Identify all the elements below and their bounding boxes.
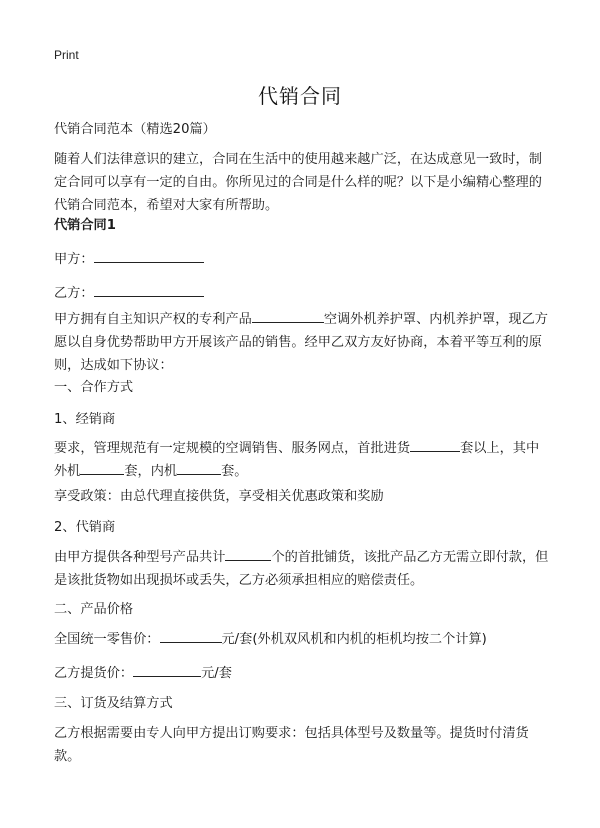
retail-price-blank bbox=[160, 628, 222, 643]
requirements-part-2: 套以上，其中外机 bbox=[54, 441, 540, 479]
agent-text-before: 由甲方提供各种型号产品共计 bbox=[54, 550, 226, 565]
agent-text-after: 个的首批铺货，该批产品乙方无需立即付款，但是该批货物如出现损坏或丢失，乙方必须承担相应的赔偿责任。 bbox=[54, 550, 549, 588]
agent-paragraph bbox=[54, 546, 550, 592]
retail-price-line bbox=[54, 628, 550, 651]
product-blank bbox=[252, 308, 324, 323]
subtitle: 代销合同范本（精选20篇） bbox=[54, 122, 216, 137]
agent-heading: 2、代销商 bbox=[54, 520, 116, 535]
requirements-part-3: 套，内机 bbox=[124, 464, 178, 479]
cooperation-heading: 一、合作方式 bbox=[54, 380, 134, 395]
indoor-unit-blank bbox=[177, 460, 221, 475]
order-heading: 三、订货及结算方式 bbox=[54, 696, 173, 711]
party-a-blank bbox=[94, 248, 204, 263]
supply-price-blank bbox=[133, 662, 201, 677]
order-paragraph: 乙方根据需要由专人向甲方提出订购要求：包括具体型号及数量等。提货时付清货款。 bbox=[54, 726, 529, 764]
retail-price-suffix: 元/套(外机双风机和内机的柜机均按二个计算) bbox=[221, 632, 487, 647]
party-b-line bbox=[54, 282, 550, 305]
requirements-paragraph bbox=[54, 437, 550, 483]
party-b-label: 乙方： bbox=[54, 286, 94, 301]
requirements-part-1: 要求，管理规范有一定规模的空调销售、服务网点，首批进货 bbox=[54, 441, 411, 456]
print-link[interactable]: Print bbox=[54, 48, 79, 62]
supply-price-line bbox=[54, 662, 550, 685]
document-title: 代销合同 bbox=[258, 84, 342, 108]
supply-price-suffix: 元/套 bbox=[201, 666, 232, 681]
requirements-part-4: 套。 bbox=[221, 464, 248, 479]
agent-quantity-blank bbox=[225, 546, 271, 561]
product-text-before: 甲方拥有自主知识产权的专利产品 bbox=[54, 312, 252, 327]
product-text-after: 空调外机养护罩、内机养护罩，现乙方愿以自身优势帮助甲方开展该产品的销售。经甲乙双方友好协商，本着平等互利的原则，达成如下协议： bbox=[54, 312, 548, 373]
product-paragraph bbox=[54, 308, 550, 377]
supply-price-label: 乙方提货价： bbox=[54, 666, 134, 681]
section-heading: 代销合同1 bbox=[54, 218, 116, 233]
price-heading: 二、产品价格 bbox=[54, 602, 134, 617]
party-b-blank bbox=[94, 282, 204, 297]
party-a-label: 甲方： bbox=[54, 252, 94, 267]
outdoor-unit-blank bbox=[80, 460, 124, 475]
policy-paragraph: 享受政策：由总代理直接供货，享受相关优惠政策和奖励 bbox=[54, 489, 384, 504]
intro-paragraph: 随着人们法律意识的建立，合同在生活中的使用越来越广泛，在达成意见一致时，制定合同可以享有一定的自由。你所见过的合同是什么样的呢？以下是小编精心整理的代销合同范本，希望对大家有所帮助。 bbox=[54, 152, 542, 213]
distributor-heading: 1、经销商 bbox=[54, 412, 116, 427]
initial-order-blank bbox=[410, 437, 460, 452]
party-a-line bbox=[54, 248, 550, 271]
retail-price-label: 全国统一零售价： bbox=[54, 632, 160, 647]
